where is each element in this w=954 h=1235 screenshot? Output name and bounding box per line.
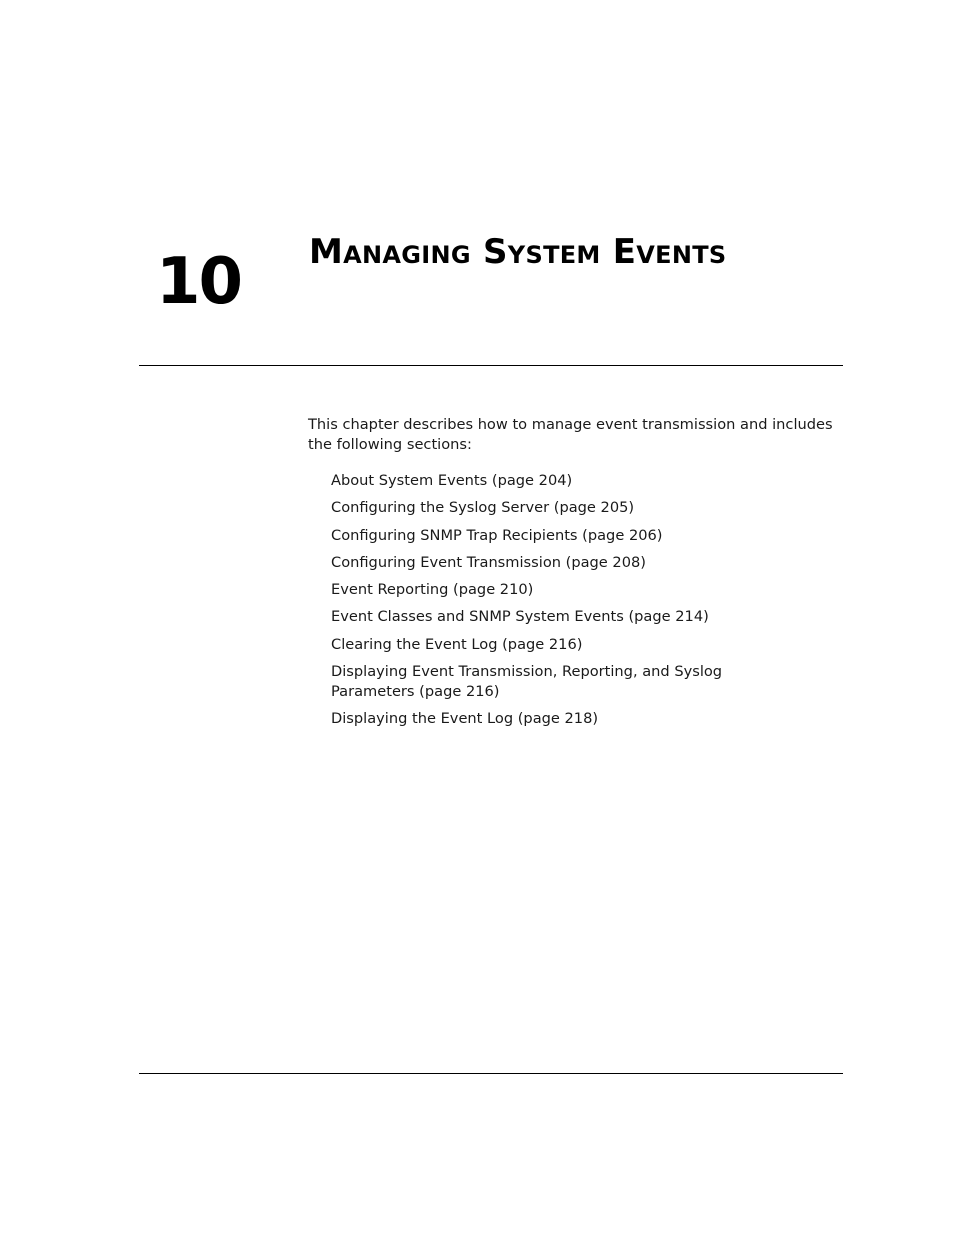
section-link-event-reporting[interactable]: Event Reporting (page 210)	[331, 581, 534, 599]
section-link-event-classes-snmp-system-events[interactable]: Event Classes and SNMP System Events (page 214)	[331, 608, 709, 626]
section-link-displaying-event-transmission-parameters[interactable]: Displaying Event Transmission, Reporting, and Syslog Parameters (page 216)	[331, 663, 723, 701]
section-list	[331, 471, 801, 737]
section-link-about-system-events[interactable]: About System Events (page 204)	[331, 472, 573, 489]
section-link-displaying-event-log[interactable]: Displaying the Event Log (page 218)	[331, 710, 599, 728]
section-link-configuring-event-transmission[interactable]: Configuring Event Transmission (page 208)	[331, 553, 646, 571]
intro-paragraph: This chapter describes how to manage event transmission and includes the following sections:	[308, 416, 833, 453]
section-link-configuring-syslog-server[interactable]: Configuring the Syslog Server (page 205)	[331, 499, 635, 517]
bottom-divider	[139, 1073, 843, 1074]
section-link-clearing-event-log[interactable]: Clearing the Event Log (page 216)	[331, 635, 583, 653]
section-link-configuring-snmp-trap-recipients[interactable]: Configuring SNMP Trap Recipients (page 206)	[331, 526, 663, 544]
chapter-number: 10	[156, 245, 242, 319]
top-divider	[139, 365, 843, 366]
chapter-title: Managing System Events	[309, 232, 727, 272]
